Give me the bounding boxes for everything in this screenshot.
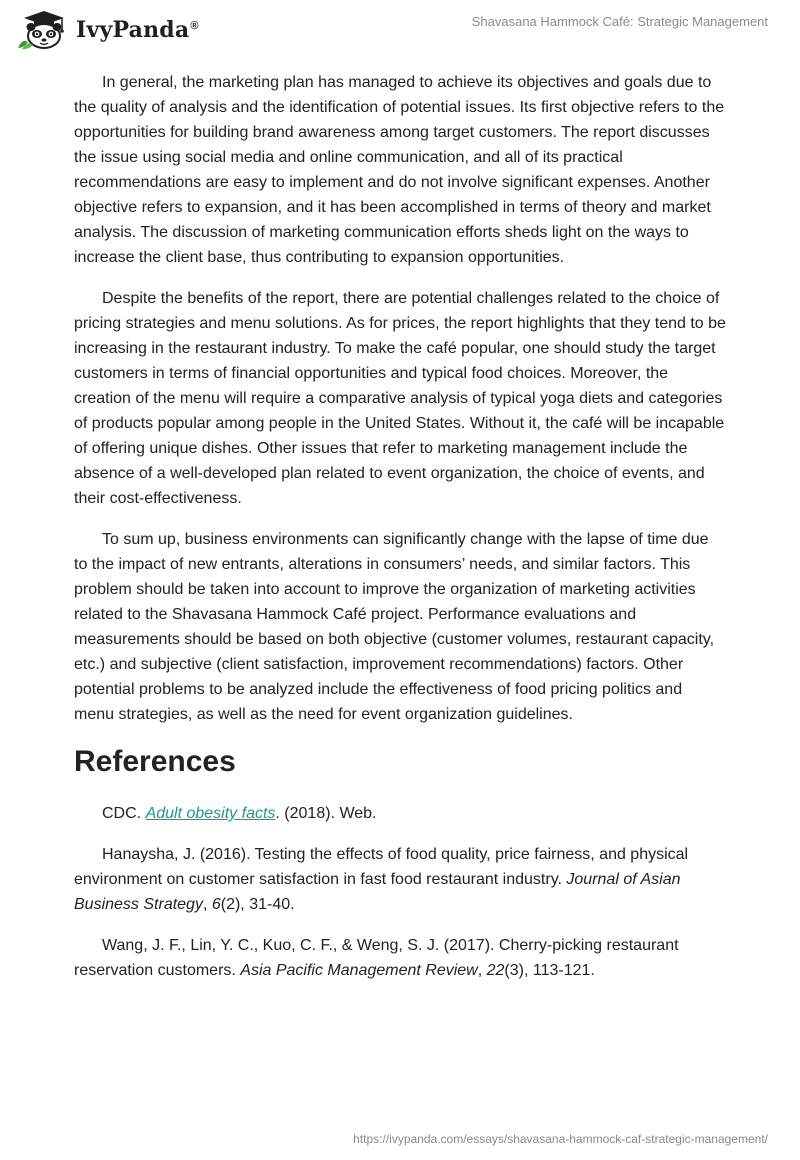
registered-mark: ® [190, 19, 199, 32]
reference-journal: Journal of Asian Business Strategy [74, 871, 681, 913]
reference-volume: 22 [486, 962, 505, 979]
footer-url[interactable]: https://ivypanda.com/essays/shavasana-hammock-caf-strategic-management/ [353, 1132, 768, 1146]
reference-author: Wang, J. F., Lin, Y. C., Kuo, C. F., & Weng, S. J. (2017). Cherry-picking restaurant reservation customers. [74, 937, 679, 979]
reference-link[interactable]: Adult obesity facts [145, 805, 276, 822]
body-paragraph: Despite the benefits of the report, there are potential challenges related to the choice of pricing strategies and menu solutions. As for prices, the report highlights that they tend to be increasing in the restaurant industry. To make the café popular, one should study the target customers in terms of financial opportunities and typical food choices. Moreover, the creation of the menu will require a comparative analysis of typical yoga diets and categories of products popular among people in the United States. Without it, the café will be incapable of offering unique dishes. Other issues that refer to marketing management include the absence of a well-developed plan related to event organization, the choice of events, and their cost-effectiveness. [74, 290, 726, 507]
reference-details: (3), 113-121. [504, 962, 595, 979]
reference-author: CDC. [102, 805, 146, 822]
document-title: Shavasana Hammock Café: Strategic Management [471, 14, 768, 29]
document-body [74, 70, 726, 999]
reference-volume: 6 [211, 896, 221, 913]
reference-item [74, 933, 726, 983]
reference-separator: , [202, 896, 212, 913]
reference-details: . (2018). Web. [275, 805, 377, 822]
body-paragraph: To sum up, business environments can significantly change with the lapse of time due to the impact of new entrants, alterations in consumers’ needs, and similar factors. This problem should be taken into account to improve the organization of marketing activities related to the Shavasana Hammock Café project. Performance evaluations and measurements should be based on both objective (customer volumes, restaurant capacity, etc.) and subjective (client satisfaction, improvement recommendations) factors. Other potential problems to be analyzed include the effectiveness of food pricing politics and menu strategies, as well as the need for event organization guidelines. [74, 531, 715, 723]
reference-item [74, 801, 726, 826]
reference-author: Hanaysha, J. (2016). Testing the effects of food quality, price fairness, and physical environment on customer satisfaction in fast food restaurant industry. [74, 846, 689, 888]
brand-name: IvyPanda® [76, 17, 199, 43]
reference-details: (2), 31-40. [220, 896, 295, 913]
reference-item [74, 842, 726, 917]
site-logo[interactable] [14, 10, 199, 50]
body-paragraph: In general, the marketing plan has managed to achieve its objectives and goals due to the quality of analysis and the identification of potential issues. Its first objective refers to the opportunities for building brand awareness among target customers. The report discusses the issue using social media and online communication, and all of its practical recommendations are easy to implement and do not involve significant expenses. Another objective refers to expansion, and it has been accomplished in terms of theory and market analysis. The discussion of marketing communication efforts sheds light on the ways to increase the client base, thus contributing to expansion opportunities. [74, 74, 725, 266]
graduation-cap-panda-icon [14, 10, 70, 50]
reference-separator: , [477, 962, 487, 979]
reference-journal: Asia Pacific Management Review [240, 962, 478, 979]
references-heading: References [74, 745, 236, 778]
